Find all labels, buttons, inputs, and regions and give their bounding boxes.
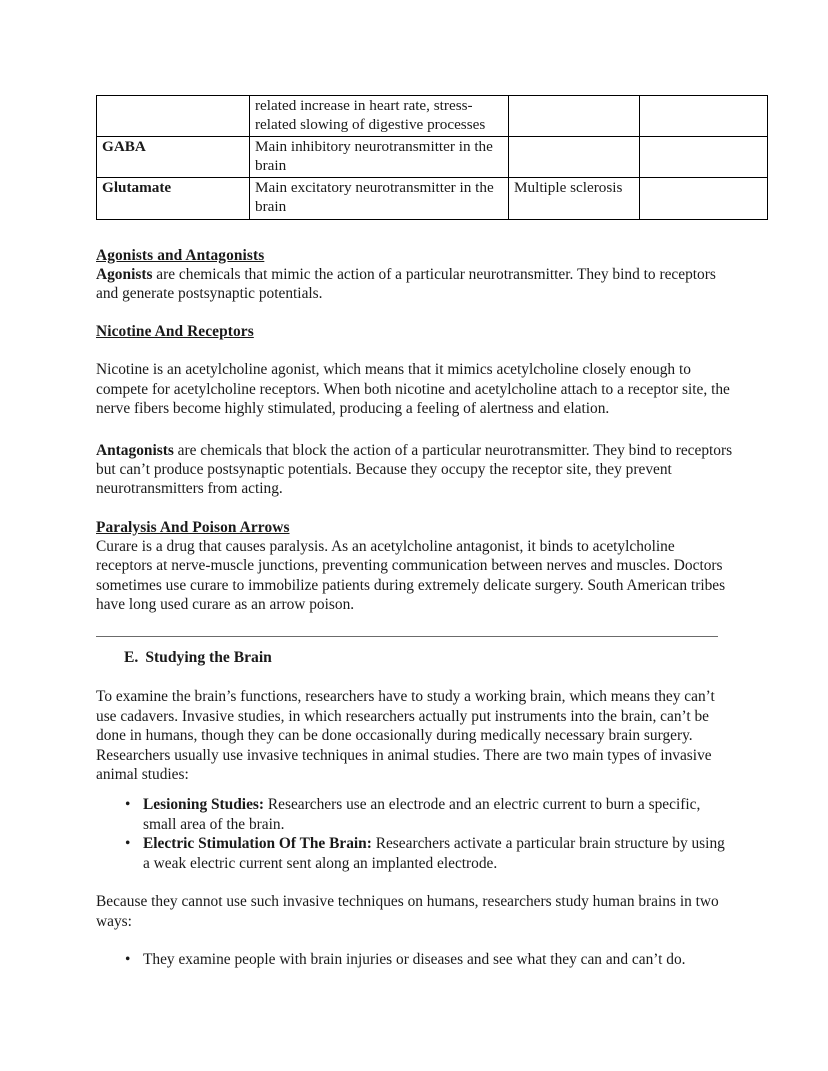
table-cell-associated: Multiple sclerosis bbox=[509, 178, 640, 219]
heading-nicotine-and-receptors: Nicotine And Receptors bbox=[96, 323, 254, 341]
table-row bbox=[97, 96, 768, 137]
spacer bbox=[96, 220, 733, 246]
paragraph-studying-brain: To examine the brain’s functions, researchers have to study a working brain, which means they can’t use cadavers. Invasive studies, in which researchers actually put instruments into the brain, can’t be done in humans, though they can be done occasionally during medically necessary brain surgery. Researchers usually use invasive techniques in animal studies. There are two main types of invasive animal studies: bbox=[96, 688, 715, 784]
heading-paralysis-and-poison-arrows: Paralysis And Poison Arrows bbox=[96, 518, 290, 536]
spacer bbox=[96, 873, 733, 892]
heading-studying-the-brain bbox=[96, 648, 733, 668]
table-cell-extra bbox=[640, 137, 768, 178]
bullet-lead-term: Lesioning Studies: bbox=[143, 796, 265, 814]
table-cell-description: related increase in heart rate, stress-related slowing of digestive processes bbox=[250, 96, 509, 137]
list-item bbox=[96, 834, 733, 873]
table-cell-extra bbox=[640, 96, 768, 137]
heading-agonists-and-antagonists: Agonists and Antagonists bbox=[96, 246, 265, 264]
agonists-lead-term: Agonists bbox=[96, 265, 153, 283]
table-cell-name bbox=[97, 96, 250, 137]
paragraph-agonists bbox=[96, 265, 733, 304]
document-content bbox=[96, 95, 733, 969]
paragraph-human-studies: Because they cannot use such invasive techniques on humans, researchers study human brains in two ways: bbox=[96, 893, 719, 930]
table-cell-associated bbox=[509, 96, 640, 137]
spacer bbox=[96, 784, 733, 795]
bullet-icon: • bbox=[125, 950, 131, 968]
table-cell-description: Main excitatory neurotransmitter in the brain bbox=[250, 178, 509, 219]
paragraph-nicotine: Nicotine is an acetylcholine agonist, which means that it mimics acetylcholine closely enough to compete for acetylcholine receptors. When both nicotine and acetylcholine attach to a receptor site, the nerve fibers become highly stimulated, producing a feeling of alertness and elation. bbox=[96, 361, 730, 418]
table-cell-extra bbox=[640, 178, 768, 219]
antagonists-body-text: are chemicals that block the action of a particular neurotransmitter. They bind to receptors but can’t produce postsynaptic potentials. Because they occupy the receptor site, they prevent neurotransmitters from acting. bbox=[96, 441, 733, 498]
spacer bbox=[96, 637, 733, 648]
bullet-text: They examine people with brain injuries or diseases and see what they can and can’t do. bbox=[143, 950, 686, 968]
bullet-icon: • bbox=[125, 835, 131, 853]
table-row bbox=[97, 137, 768, 178]
spacer bbox=[96, 419, 733, 441]
spacer bbox=[96, 668, 733, 687]
section-letter: E. bbox=[124, 649, 139, 667]
paragraph-paralysis: Curare is a drug that causes paralysis. As an acetylcholine antagonist, it binds to acetylcholine receptors at nerve-muscle junctions, preventing communication between nerves and muscles. Doctors sometimes use curare to immobilize patients during extremely delicate surgery. South American tribes have long used curare as an arrow poison. bbox=[96, 537, 726, 614]
antagonists-lead-term: Antagonists bbox=[96, 441, 174, 459]
table-row bbox=[97, 178, 768, 219]
invasive-studies-list bbox=[96, 795, 733, 873]
spacer bbox=[96, 931, 733, 950]
spacer bbox=[96, 614, 733, 636]
bullet-text: Researchers use an electrode and an electric current to burn a specific, small area of the brain. bbox=[143, 796, 701, 833]
spacer bbox=[96, 499, 733, 518]
human-studies-list bbox=[96, 950, 733, 969]
agonists-body-text: are chemicals that mimic the action of a particular neurotransmitter. They bind to receptors and generate postsynaptic potentials. bbox=[96, 265, 716, 302]
paragraph-antagonists bbox=[96, 441, 733, 499]
spacer bbox=[96, 341, 733, 360]
list-item bbox=[96, 950, 733, 969]
table-cell-description: Main inhibitory neurotransmitter in the brain bbox=[250, 137, 509, 178]
list-item bbox=[96, 795, 733, 834]
table-cell-name: GABA bbox=[97, 137, 250, 178]
section-title: Studying the Brain bbox=[145, 649, 272, 667]
spacer bbox=[96, 303, 733, 322]
table-cell-name: Glutamate bbox=[97, 178, 250, 219]
neurotransmitter-table bbox=[96, 95, 768, 220]
bullet-lead-term: Electric Stimulation Of The Brain: bbox=[143, 835, 372, 853]
table-cell-associated bbox=[509, 137, 640, 178]
bullet-text: Researchers activate a particular brain structure by using a weak electric current sent along an implanted electrode. bbox=[143, 835, 725, 872]
bullet-icon: • bbox=[125, 796, 131, 814]
